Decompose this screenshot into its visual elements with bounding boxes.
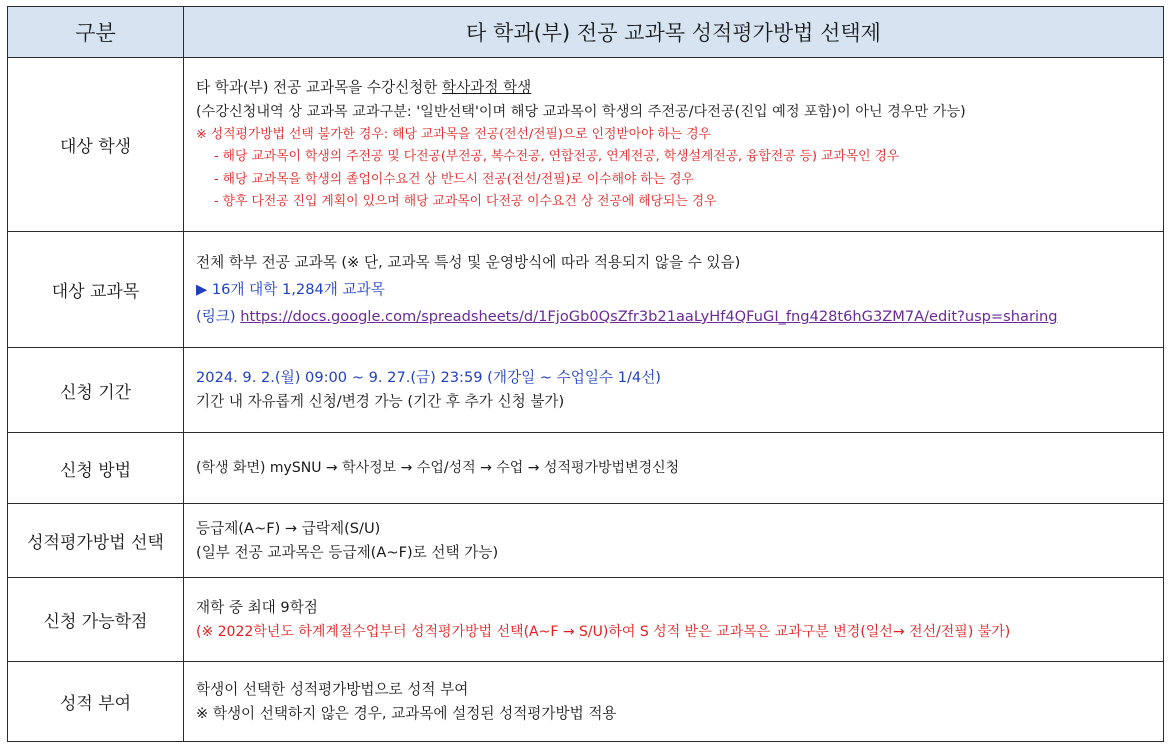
spreadsheet-link[interactable]: https://docs.google.com/spreadsheets/d/1FjoGb0QsZfr3b21aaLyHf4QFuGI_fng428t6hG3ZM7A/edit?usp=sharing (240, 308, 1058, 325)
row-label: 대상 학생 (8, 58, 184, 232)
row-content (184, 348, 1164, 433)
content-line: 기간 내 자유롭게 신청/변경 가능 (기간 후 추가 신청 불가) (196, 393, 565, 410)
row-label: 신청 가능학점 (8, 578, 184, 662)
row-period (8, 348, 1164, 433)
row-target-students (8, 58, 1164, 232)
warning-text: ※ 성적평가방법 선택 불가한 경우: 해당 교과목을 전공(전선/전필)으로 인정받아야 하는 경우 (196, 126, 712, 142)
content-line (196, 303, 1153, 330)
row-label: 신청 방법 (8, 433, 184, 504)
row-label: 성적평가방법 선택 (8, 504, 184, 578)
row-method (8, 433, 1164, 504)
header-row (8, 7, 1164, 58)
info-table (7, 6, 1164, 742)
course-count: ▶ 16개 대학 1,284개 교과목 (196, 281, 385, 298)
row-content (184, 58, 1164, 232)
header-category: 구분 (8, 7, 184, 58)
content-line: (학생 화면) mySNU → 학사정보 → 수업/성적 → 수업 → 성적평가방법변경신청 (196, 460, 680, 476)
content-line: 등급제(A~F) → 급락제(S/U) (196, 519, 381, 537)
underlined-text: 학사과정 학생 (442, 78, 532, 96)
content-line (196, 76, 1153, 100)
row-label: 대상 교과목 (8, 232, 184, 348)
content-line: (일부 전공 교과목은 등급제(A~F)로 선택 가능) (196, 543, 499, 561)
row-content (184, 578, 1164, 662)
row-grade-assignment (8, 662, 1164, 742)
content-line: 전체 학부 전공 교과목 (※ 단, 교과목 특성 및 운영방식에 따라 적용되지 않을 수 있음) (196, 254, 741, 271)
content-line: (수강신청내역 상 교과목 교과구분: '일반선택'이며 해당 교과목이 학생의 주전공/다전공(진입 예정 포함)이 아닌 경우만 가능) (196, 103, 966, 120)
row-grading-choice (8, 504, 1164, 578)
link-prefix: (링크) (196, 308, 241, 325)
row-content (184, 232, 1164, 348)
row-content (184, 662, 1164, 742)
text-segment: 타 학과(부) 전공 교과목을 수강신청한 (196, 78, 443, 96)
row-credit-limit (8, 578, 1164, 662)
period-dates: 2024. 9. 2.(월) 09:00 ~ 9. 27.(금) 23:59 (개강일 ~ 수업일수 1/4선) (196, 369, 661, 386)
content-line: 학생이 선택한 성적평가방법으로 성적 부여 (196, 680, 469, 698)
row-content (184, 433, 1164, 504)
bullet-item: - 해당 교과목을 학생의 졸업이수요건 상 반드시 전공(전선/전필)로 이수해야 하는 경우 (214, 171, 694, 187)
warning-text: (※ 2022학년도 하계계절수업부터 성적평가방법 선택(A~F → S/U)하여 S 성적 받은 교과목은 교과구분 변경(일선→ 전선/전필) 불가) (196, 623, 1011, 640)
row-label: 성적 부여 (8, 662, 184, 742)
content-line: 재학 중 최대 9학점 (196, 598, 318, 616)
bullet-item: - 향후 다전공 진입 계획이 있으며 해당 교과목이 다전공 이수요건 상 전공에 해당되는 경우 (214, 194, 717, 209)
row-target-courses (8, 232, 1164, 348)
bullet-item: - 해당 교과목이 학생의 주전공 및 다전공(부전공, 복수전공, 연합전공, 연계전공, 학생설계전공, 융합전공 등) 교과목인 경우 (214, 149, 900, 164)
row-label: 신청 기간 (8, 348, 184, 433)
content-line: ※ 학생이 선택하지 않은 경우, 교과목에 설정된 성적평가방법 적용 (196, 704, 617, 722)
row-content (184, 504, 1164, 578)
header-title: 타 학과(부) 전공 교과목 성적평가방법 선택제 (184, 7, 1164, 58)
